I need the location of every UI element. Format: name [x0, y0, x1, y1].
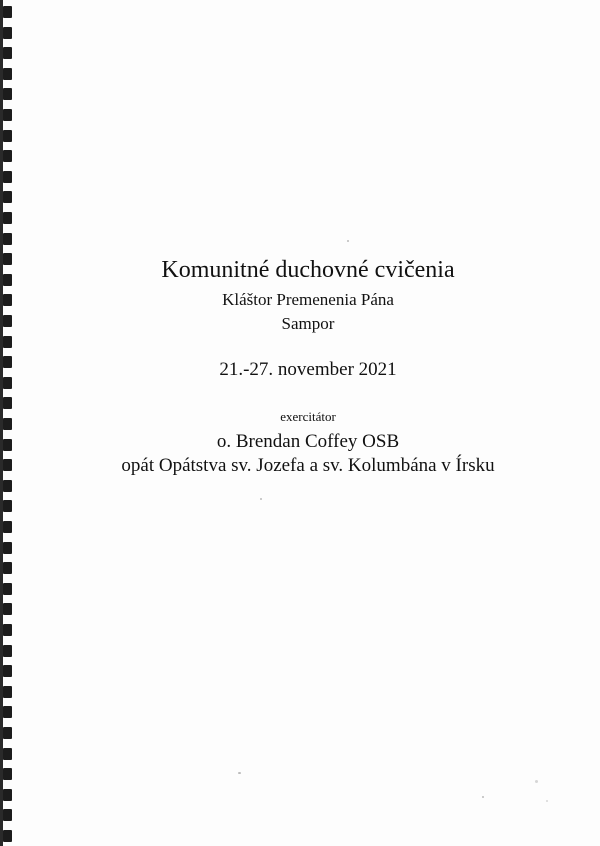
monastery-name: Kláštor Premenenia Pána: [222, 290, 394, 309]
scan-speck: [238, 772, 241, 774]
binding-hole: [3, 109, 12, 121]
binding-hole: [3, 130, 12, 142]
binding-hole: [3, 686, 12, 698]
binding-hole: [3, 624, 12, 636]
role-label: exercitátor: [280, 409, 336, 424]
binding-hole: [3, 212, 12, 224]
binding-hole: [3, 88, 12, 100]
binding-hole: [3, 150, 12, 162]
binding-hole: [3, 47, 12, 59]
binding-hole: [3, 748, 12, 760]
binding-hole: [3, 27, 12, 39]
retreat-master-office: opát Opátstva sv. Jozefa a sv. Kolumbána v Írsku: [121, 455, 495, 476]
scan-speck: [546, 800, 548, 802]
binding-hole: [3, 789, 12, 801]
binding-hole: [3, 830, 12, 842]
scan-speck: [482, 796, 484, 798]
binding-hole: [3, 68, 12, 80]
binding-hole: [3, 397, 12, 409]
binding-hole: [3, 727, 12, 739]
binding-hole: [3, 768, 12, 780]
binding-hole: [3, 542, 12, 554]
place-name: Sampor: [281, 314, 335, 333]
spiral-binding: [0, 0, 16, 846]
binding-hole: [3, 336, 12, 348]
binding-hole: [3, 583, 12, 595]
retreat-master-name: o. Brendan Coffey OSB: [216, 431, 400, 452]
binding-hole: [3, 665, 12, 677]
binding-hole: [3, 500, 12, 512]
binding-hole: [3, 233, 12, 245]
scan-speck: [535, 780, 538, 783]
binding-hole: [3, 603, 12, 615]
binding-hole: [3, 191, 12, 203]
scan-speck: [260, 498, 262, 500]
binding-hole: [3, 171, 12, 183]
binding-hole: [3, 706, 12, 718]
scan-speck: [347, 240, 349, 242]
binding-hole: [3, 480, 12, 492]
binding-hole: [3, 6, 12, 18]
retreat-dates: 21.-27. november 2021: [219, 359, 397, 380]
document-title: Komunitné duchovné cvičenia: [161, 257, 455, 283]
binding-hole: [3, 645, 12, 657]
binding-hole: [3, 562, 12, 574]
binding-hole: [3, 809, 12, 821]
binding-hole: [3, 521, 12, 533]
